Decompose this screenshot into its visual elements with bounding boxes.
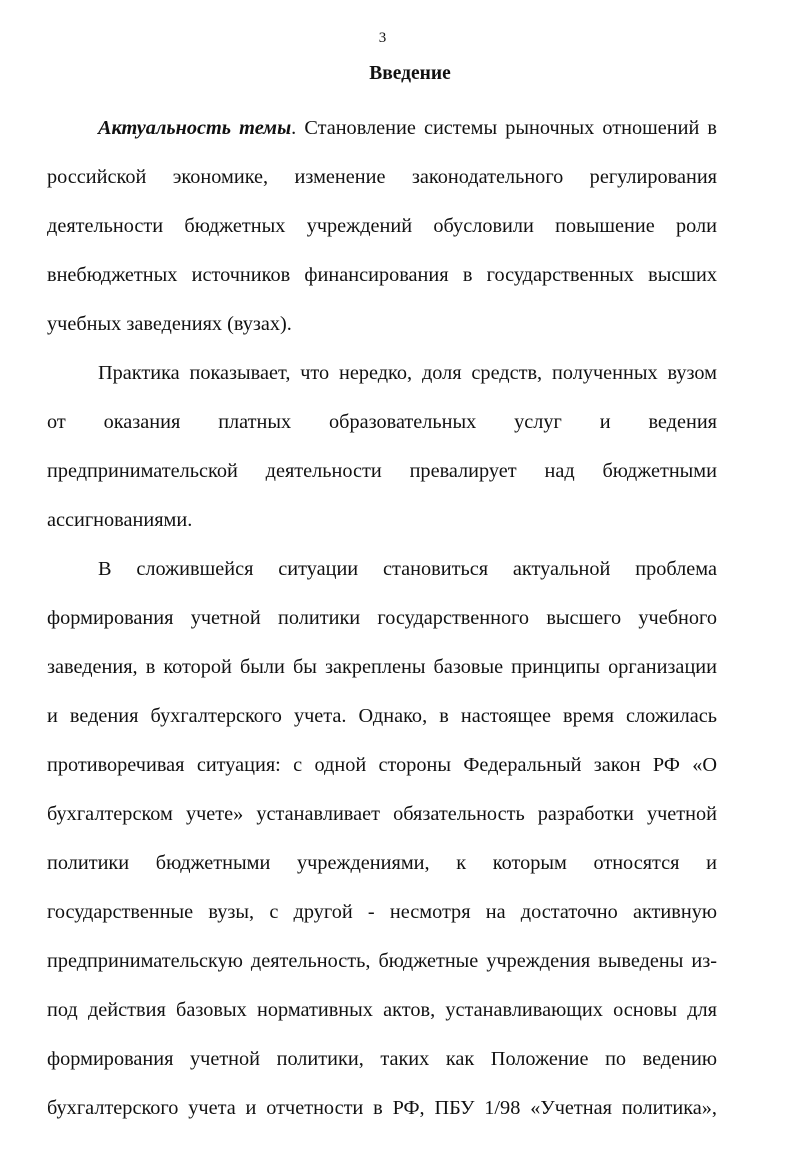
paragraph-line: предпринимательскую деятельность, бюджетные учреждения выведены из- <box>47 950 717 972</box>
paragraph-line: В сложившейся ситуации становиться актуальной проблема <box>98 558 717 580</box>
paragraph-line: противоречивая ситуация: с одной стороны Федеральный закон РФ «О <box>47 754 717 776</box>
paragraph-line: от оказания платных образовательных услуг и ведения <box>47 411 717 433</box>
paragraph-line-text: . Становление системы рыночных отношений в <box>291 117 717 139</box>
paragraph-line: под действия базовых нормативных актов, устанавливающих основы для <box>47 999 717 1021</box>
paragraph-lead-term: Актуальность темы <box>98 117 292 139</box>
paragraph-line <box>47 104 717 153</box>
paragraph-line: заведения, в которой были бы закреплены базовые принципы организации <box>47 656 717 678</box>
page-number: 3 <box>378 30 387 46</box>
paragraph-line: формирования учетной политики государственного высшего учебного <box>47 607 717 629</box>
paragraph-line: государственные вузы, с другой - несмотря на достаточно активную <box>47 901 717 923</box>
paragraph-line: Практика показывает, что нередко, доля средств, полученных вузом <box>98 362 717 384</box>
paragraph-line: учебных заведениях (вузах). <box>47 313 292 335</box>
paragraph-line: ассигнованиями. <box>47 509 193 531</box>
paragraph-line: российской экономике, изменение законодательного регулирования <box>47 166 717 188</box>
paragraph-line: предпринимательской деятельности превалирует над бюджетными <box>47 460 717 482</box>
paragraph-line: и ведения бухгалтерского учета. Однако, в настоящее время сложилась <box>47 705 717 727</box>
paragraph-line: бухгалтерском учете» устанавливает обязательность разработки учетной <box>47 803 717 825</box>
section-title: Введение <box>369 63 451 84</box>
paragraph-line: бухгалтерского учета и отчетности в РФ, ПБУ 1/98 «Учетная политика», <box>47 1097 717 1119</box>
paragraph-line: внебюджетных источников финансирования в государственных высших <box>47 264 717 286</box>
paragraph-line: формирования учетной политики, таких как Положение по ведению <box>47 1048 717 1070</box>
paragraph-line: деятельности бюджетных учреждений обусловили повышение роли <box>47 215 717 237</box>
document-body <box>47 104 717 1133</box>
paragraph-line: политики бюджетными учреждениями, к которым относятся и <box>47 852 717 874</box>
